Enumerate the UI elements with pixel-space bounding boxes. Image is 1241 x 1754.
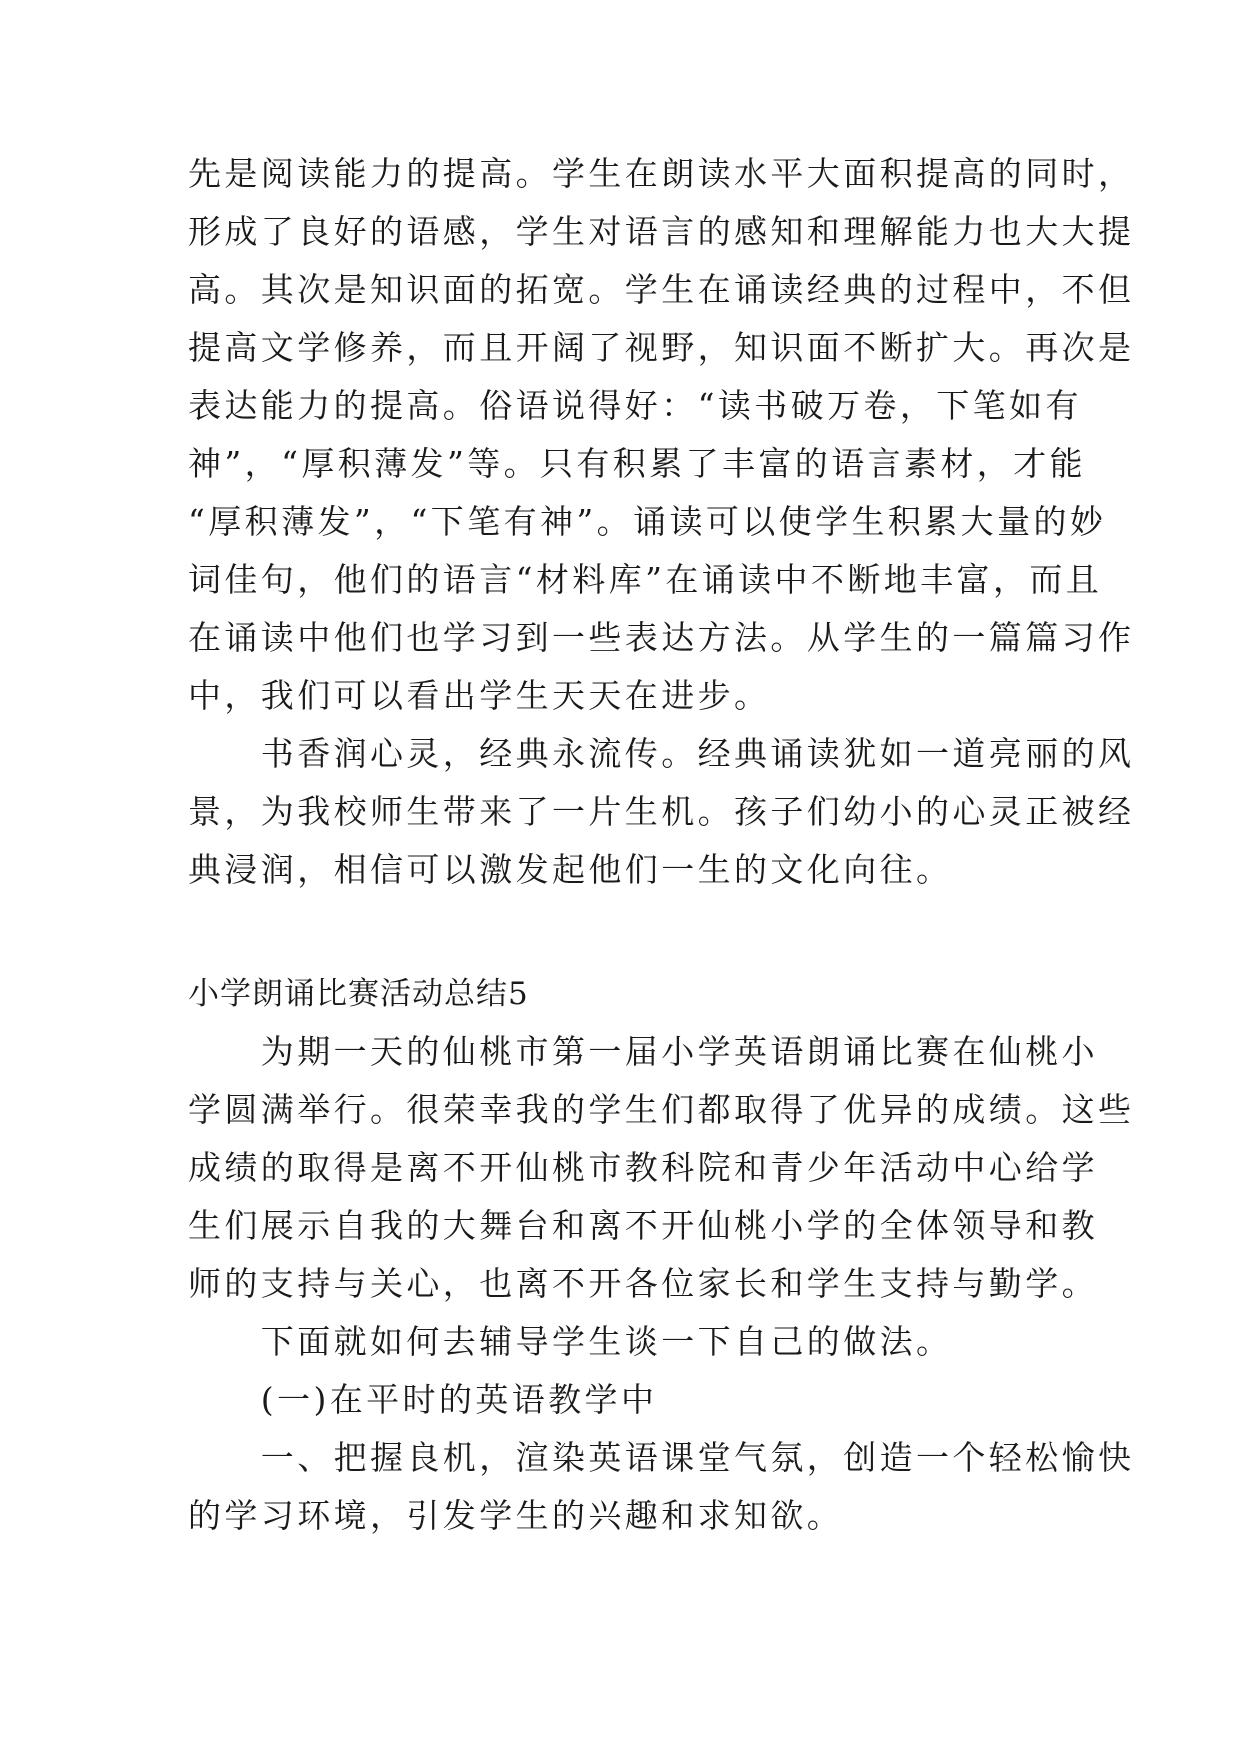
text-line: 一、把握良机，渲染英语课堂气氛，创造一个轻松愉快 <box>188 1438 1135 1477</box>
text-line: 先是阅读能力的提高。学生在朗读水平大面积提高的同时， <box>188 154 1135 193</box>
text-line: 词佳句，他们的语言“材料库”在诵读中不断地丰富，而且 <box>188 560 1103 599</box>
text-line: 中，我们可以看出学生天天在进步。 <box>188 676 771 715</box>
text-line: 神”，“厚积薄发”等。只有积累了丰富的语言素材，才能 <box>188 444 1087 483</box>
section-heading: 小学朗诵比赛活动总结5 <box>188 976 529 1012</box>
text-line: 学圆满举行。很荣幸我的学生们都取得了优异的成绩。这些 <box>188 1090 1135 1129</box>
text-line: 高。其次是知识面的拓宽。学生在诵读经典的过程中，不但 <box>188 270 1135 309</box>
text-line: 景，为我校师生带来了一片生机。孩子们幼小的心灵正被经 <box>188 792 1135 831</box>
text-line: 表达能力的提高。俗语说得好：“读书破万卷，下笔如有 <box>188 386 1082 425</box>
text-line: 下面就如何去辅导学生谈一下自己的做法。 <box>188 1322 953 1361</box>
text-line: 成绩的取得是离不开仙桃市教科院和青少年活动中心给学 <box>188 1148 1098 1187</box>
text-line: (一)在平时的英语教学中 <box>188 1380 658 1419</box>
text-line: 的学习环境，引发学生的兴趣和求知欲。 <box>188 1496 844 1535</box>
text-line: 师的支持与关心，也离不开各位家长和学生支持与勤学。 <box>188 1264 1098 1303</box>
text-line: 在诵读中他们也学习到一些表达方法。从学生的一篇篇习作 <box>188 618 1135 657</box>
text-line: 生们展示自我的大舞台和离不开仙桃小学的全体领导和教 <box>188 1206 1098 1245</box>
text-line: 书香润心灵，经典永流传。经典诵读犹如一道亮丽的风 <box>188 734 1135 773</box>
text-line: “厚积薄发”，“下笔有神”。诵读可以使学生积累大量的妙 <box>188 502 1107 541</box>
text-line: 形成了良好的语感，学生对语言的感知和理解能力也大大提 <box>188 212 1135 251</box>
text-line: 提高文学修养，而且开阔了视野，知识面不断扩大。再次是 <box>188 328 1135 367</box>
text-line: 典浸润，相信可以激发起他们一生的文化向往。 <box>188 850 953 889</box>
text-line: 为期一天的仙桃市第一届小学英语朗诵比赛在仙桃小 <box>188 1032 1098 1071</box>
